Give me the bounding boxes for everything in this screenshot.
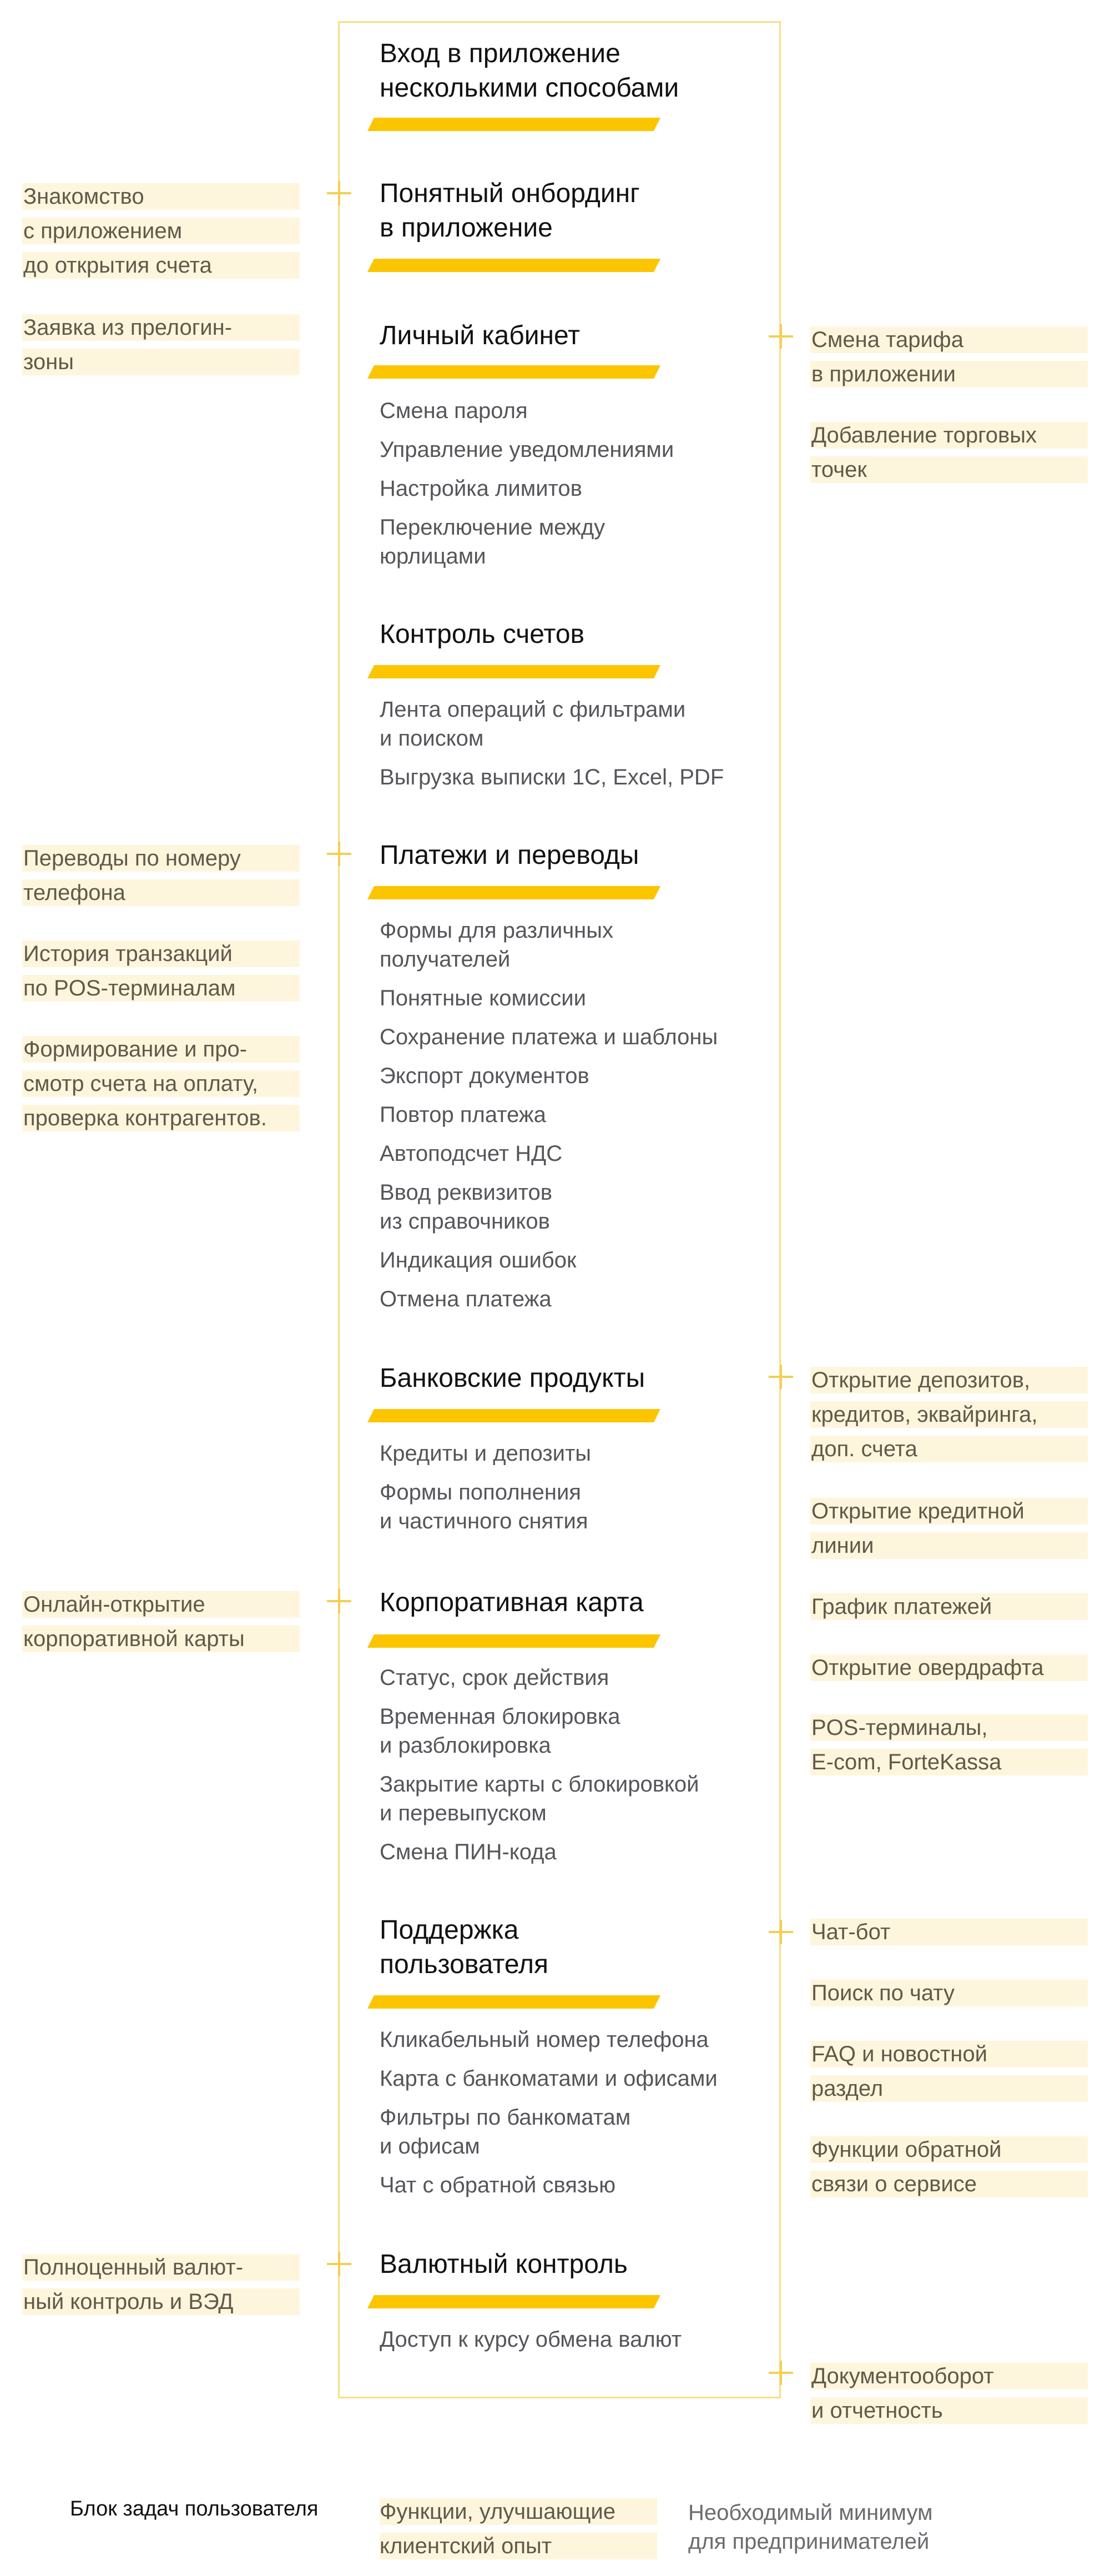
section-items-list: [380, 2325, 768, 2364]
section-items-list: [380, 2025, 768, 2210]
note-line: Добавление торговых: [810, 422, 1088, 449]
list-item: Смена пароля: [380, 399, 528, 423]
legend-highlight-sample: [380, 2498, 657, 2567]
plus-marker-icon: [769, 324, 793, 349]
note-line: Формирование и про-: [22, 1036, 300, 1063]
section-underline-bar: [367, 259, 660, 272]
list-item: Кредиты и депозиты: [380, 1441, 592, 1466]
left-note: [22, 1591, 300, 1660]
list-item: Временная блокировка и разблокировка: [380, 1704, 620, 1758]
section-underline-bar: [367, 665, 660, 678]
note-line: Открытие овердрафта: [810, 1654, 1088, 1681]
list-item: Закрытие карты с блокировкой и перевыпуском: [380, 1772, 699, 1825]
list-item: Экспорт документов: [380, 1064, 589, 1088]
plus-marker-icon: [769, 1365, 793, 1389]
note-line: проверка контрагентов.: [22, 1105, 300, 1131]
right-note: [810, 1498, 1088, 1567]
note-line: Функции обратной: [810, 2136, 1088, 2163]
note-line: Открытие кредитной: [810, 1498, 1088, 1525]
note-line: ный контроль и ВЭД: [22, 2288, 300, 2315]
section-underline-bar: [367, 1409, 660, 1422]
left-note: [22, 845, 300, 914]
note-line: телефона: [22, 879, 300, 906]
legend-title: Блок задач пользователя: [70, 2497, 319, 2520]
note-line: в приложении: [810, 361, 1088, 388]
note-line: История транзакций: [22, 940, 300, 967]
legend-line: Функции, улучшающие: [380, 2498, 657, 2525]
note-line: зоны: [22, 349, 300, 375]
note-line: Полноценный валют-: [22, 2254, 300, 2281]
note-line: E-com, ForteKassa: [810, 1749, 1088, 1775]
left-note: [22, 1036, 300, 1139]
section-title: Корпоративная карта: [380, 1588, 644, 1617]
legend-plain-sample: [688, 2498, 933, 2556]
list-item: Понятные комиссии: [380, 986, 586, 1010]
list-item: Настройка лимитов: [380, 476, 582, 501]
plus-marker-icon: [769, 1920, 793, 1944]
section-title: Платежи и переводы: [380, 841, 639, 870]
list-item: Автоподсчет НДС: [380, 1141, 563, 1166]
list-item: Формы для различных получателей: [380, 918, 614, 972]
list-item: Формы пополнения и частичного снятия: [380, 1480, 588, 1533]
note-line: Чат-бот: [810, 1919, 1088, 1945]
right-note: [810, 1980, 1088, 2014]
list-item: Управление уведомлениями: [380, 437, 674, 462]
left-note: [22, 183, 300, 286]
list-item: Переключение между юрлицами: [380, 515, 606, 568]
section-title: Валютный контроль: [380, 2250, 628, 2279]
plus-marker-icon: [327, 842, 351, 866]
note-line: с приложением: [22, 218, 300, 244]
note-line: FAQ и новостной: [810, 2041, 1088, 2067]
note-line: Документооборот: [810, 2363, 1088, 2389]
plus-marker-icon: [327, 1589, 351, 1613]
note-line: Знакомство: [22, 183, 300, 210]
note-line: раздел: [810, 2075, 1088, 2102]
list-item: Отмена платежа: [380, 1287, 552, 1311]
left-note: [22, 314, 300, 383]
note-line: POS-терминалы,: [810, 1714, 1088, 1741]
list-item: Повтор платежа: [380, 1103, 546, 1127]
list-item: Лента операций с фильтрами и поиском: [380, 697, 686, 751]
right-note: [810, 2136, 1088, 2205]
list-item: Фильтры по банкоматам и офисам: [380, 2105, 631, 2159]
note-line: Заявка из прелогин-: [22, 314, 300, 341]
legend-line: клиентский опыт: [380, 2533, 657, 2559]
right-note: [810, 1714, 1088, 1783]
note-line: и отчетность: [810, 2397, 1088, 2424]
section-underline-bar: [367, 2295, 660, 2308]
right-note: [810, 1367, 1088, 1470]
section-items-list: [380, 396, 768, 581]
note-line: График платежей: [810, 1593, 1088, 1620]
section-title: Понятный онбординг в приложение: [380, 179, 640, 243]
list-item: Сохранение платежа и шаблоны: [380, 1025, 718, 1049]
legend-line: для предпринимателей: [688, 2529, 930, 2554]
list-item: Чат с обратной связью: [380, 2173, 616, 2197]
section-title: Вход в приложение несколькими способами: [380, 39, 679, 103]
right-note: [810, 422, 1088, 491]
section-items-list: [380, 1439, 768, 1546]
note-line: Открытие депозитов,: [810, 1367, 1088, 1393]
right-note: [810, 326, 1088, 395]
list-item: Кликабельный номер телефона: [380, 2027, 709, 2052]
section-underline-bar: [367, 886, 660, 899]
note-line: линии: [810, 1532, 1088, 1559]
list-item: Ввод реквизитов из справочников: [380, 1180, 552, 1234]
list-item: Карта с банкоматами и офисами: [380, 2066, 718, 2091]
note-line: по POS-терминалам: [22, 975, 300, 1002]
plus-marker-icon: [327, 2252, 351, 2276]
legend-line: Необходимый минимум: [688, 2500, 933, 2525]
right-note: [810, 2041, 1088, 2110]
note-line: Смена тарифа: [810, 326, 1088, 353]
list-item: Смена ПИН-кода: [380, 1840, 557, 1864]
section-underline-bar: [367, 365, 660, 379]
section-items-list: [380, 1663, 768, 1876]
note-line: точек: [810, 456, 1088, 483]
note-line: доп. счета: [810, 1436, 1088, 1462]
list-item: Доступ к курсу обмена валют: [380, 2327, 682, 2352]
left-note: [22, 2254, 300, 2323]
section-underline-bar: [367, 118, 660, 131]
section-items-list: [380, 695, 768, 802]
plus-marker-icon: [327, 181, 351, 205]
note-line: до открытия счета: [22, 252, 300, 279]
note-line: Онлайн-открытие: [22, 1591, 300, 1618]
section-items-list: [380, 916, 768, 1324]
note-line: корпоративной карты: [22, 1626, 300, 1652]
plus-marker-icon: [769, 2361, 793, 2385]
section-title: Контроль счетов: [380, 620, 585, 649]
section-underline-bar: [367, 1995, 660, 2009]
section-title: Банковские продукты: [380, 1364, 645, 1393]
note-line: кредитов, эквайринга,: [810, 1401, 1088, 1428]
right-note: [810, 1593, 1088, 1628]
list-item: Индикация ошибок: [380, 1248, 577, 1272]
section-title: Личный кабинет: [380, 321, 581, 350]
section-title: Поддержка пользователя: [380, 1915, 548, 1979]
note-line: связи о сервисе: [810, 2171, 1088, 2197]
left-note: [22, 940, 300, 1009]
right-note: [810, 1654, 1088, 1689]
note-line: смотр счета на оплату,: [22, 1070, 300, 1097]
list-item: Статус, срок действия: [380, 1666, 609, 1690]
note-line: Поиск по чату: [810, 1980, 1088, 2006]
note-line: Переводы по номеру: [22, 845, 300, 872]
section-underline-bar: [367, 1634, 660, 1648]
right-note: [810, 2363, 1088, 2432]
right-note: [810, 1919, 1088, 1953]
list-item: Выгрузка выписки 1С, Excel, PDF: [380, 765, 724, 789]
